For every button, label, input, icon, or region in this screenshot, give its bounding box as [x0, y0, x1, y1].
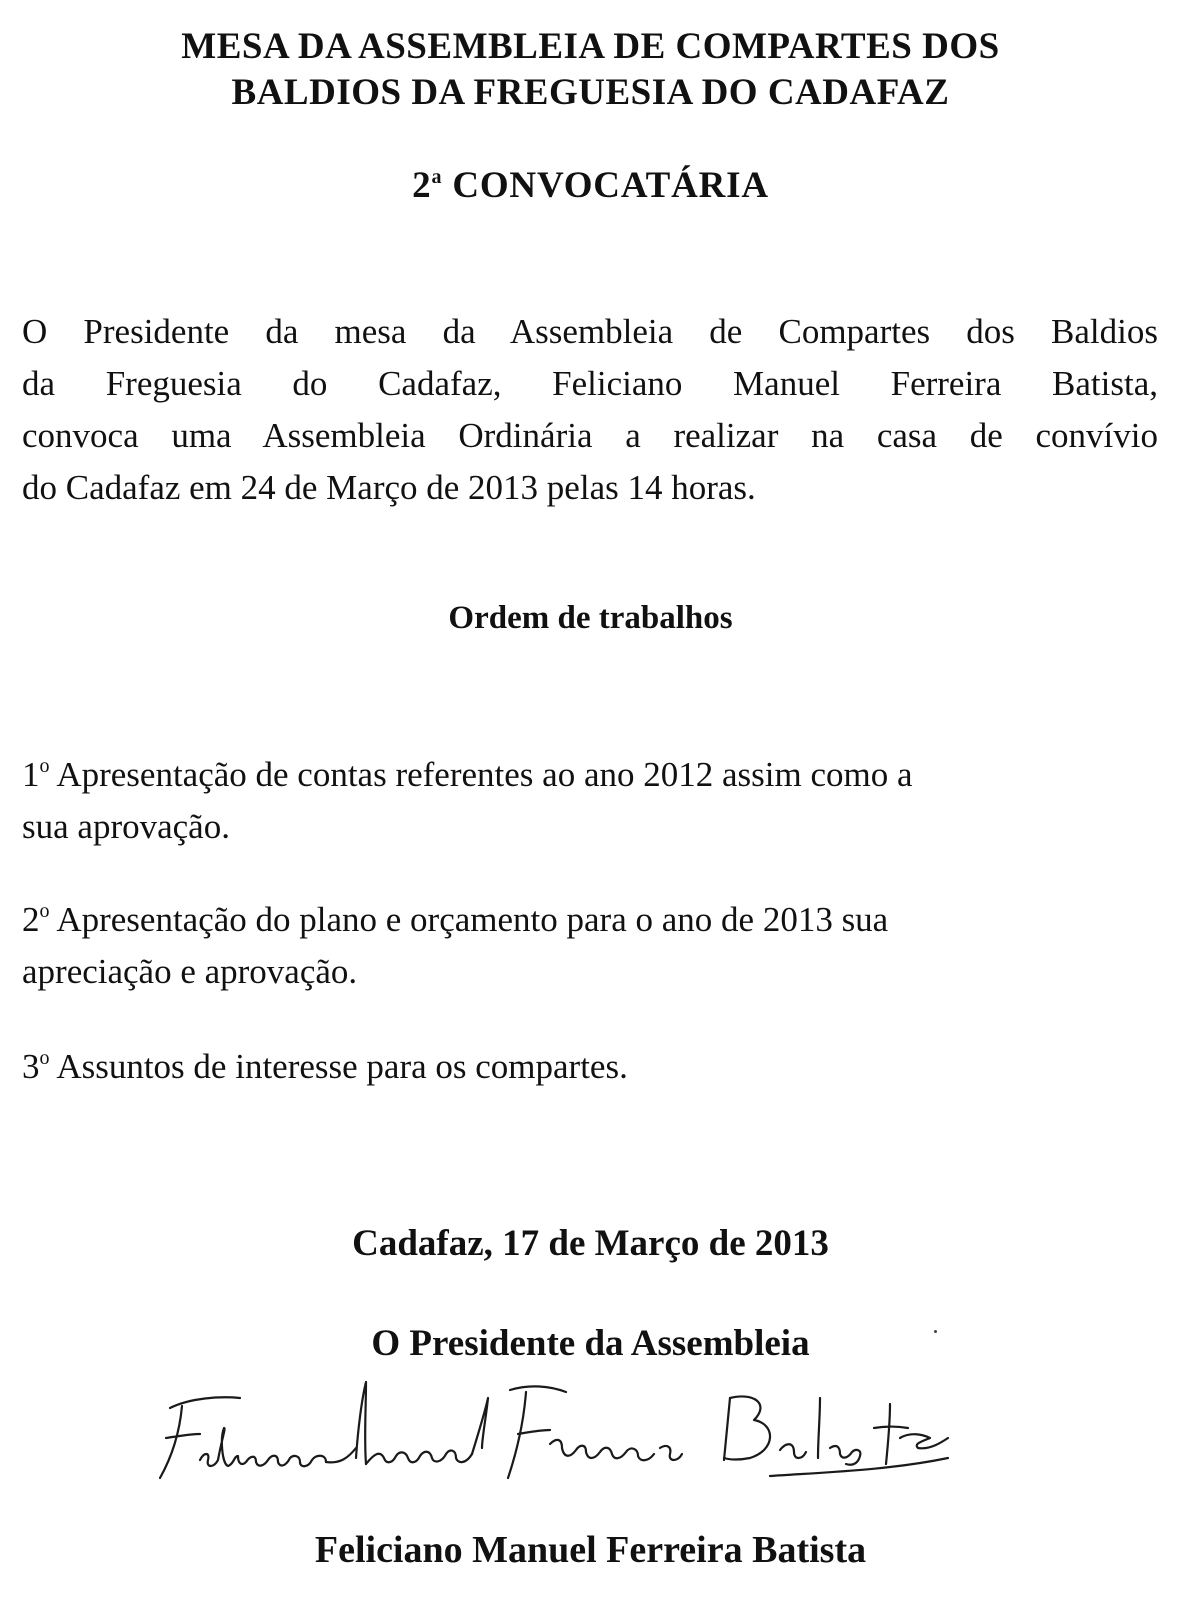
agenda-item-text: Apresentação de contas referentes ao ano 2012 assim como a [49, 755, 913, 794]
intro-line-1: O Presidente da mesa da Assembleia de Compartes dos Baldios [22, 312, 1158, 351]
agenda-item-number: 3 [22, 1047, 40, 1086]
intro-line-3: convoca uma Assembleia Ordinária a realizar na casa de convívio [22, 416, 1158, 455]
agenda-item-ordinal: o [39, 755, 50, 777]
signer-role: O Presidente da Assembleia [371, 1323, 810, 1364]
convocation-number: 2 [412, 165, 432, 206]
agenda-item-text-continued: apreciação e aprovação. [22, 952, 358, 991]
place-and-date: Cadafaz, 17 de Março de 2013 [352, 1223, 829, 1264]
agenda-item [22, 885, 1158, 998]
agenda-item [22, 740, 1158, 853]
handwritten-signature [130, 1368, 950, 1498]
signer-name: Feliciano Manuel Ferreira Batista [314, 1529, 867, 1571]
intro-line-4: do Cadafaz em 24 de Março de 2013 pelas 14 horas. [22, 468, 756, 507]
agenda-heading: Ordem de trabalhos [448, 600, 733, 636]
document-title-line-2: BALDIOS DA FREGUESIA DO CADAFAZ [231, 72, 950, 113]
intro-paragraph [22, 306, 1158, 514]
agenda-item-text-continued: sua aprovação. [22, 807, 230, 846]
intro-line-2: da Freguesia do Cadafaz, Feliciano Manuel Ferreira Batista, [22, 364, 1158, 403]
agenda-item-text: Assuntos de interesse para os compartes. [49, 1047, 628, 1086]
agenda-item-ordinal: o [39, 1047, 50, 1069]
convocation-ordinal: a [431, 166, 443, 188]
document-title-line-1: MESA DA ASSEMBLEIA DE COMPARTES DOS [181, 26, 1000, 67]
agenda-item [22, 1032, 1158, 1093]
convocation-heading [0, 164, 1181, 207]
agenda-item-number: 1 [22, 755, 40, 794]
agenda-item-ordinal: o [39, 900, 50, 922]
agenda-item-number: 2 [22, 900, 40, 939]
agenda-item-text: Apresentação do plano e orçamento para o ano de 2013 sua [49, 900, 889, 939]
convocation-label: CONVOCATÁRIA [452, 165, 769, 206]
